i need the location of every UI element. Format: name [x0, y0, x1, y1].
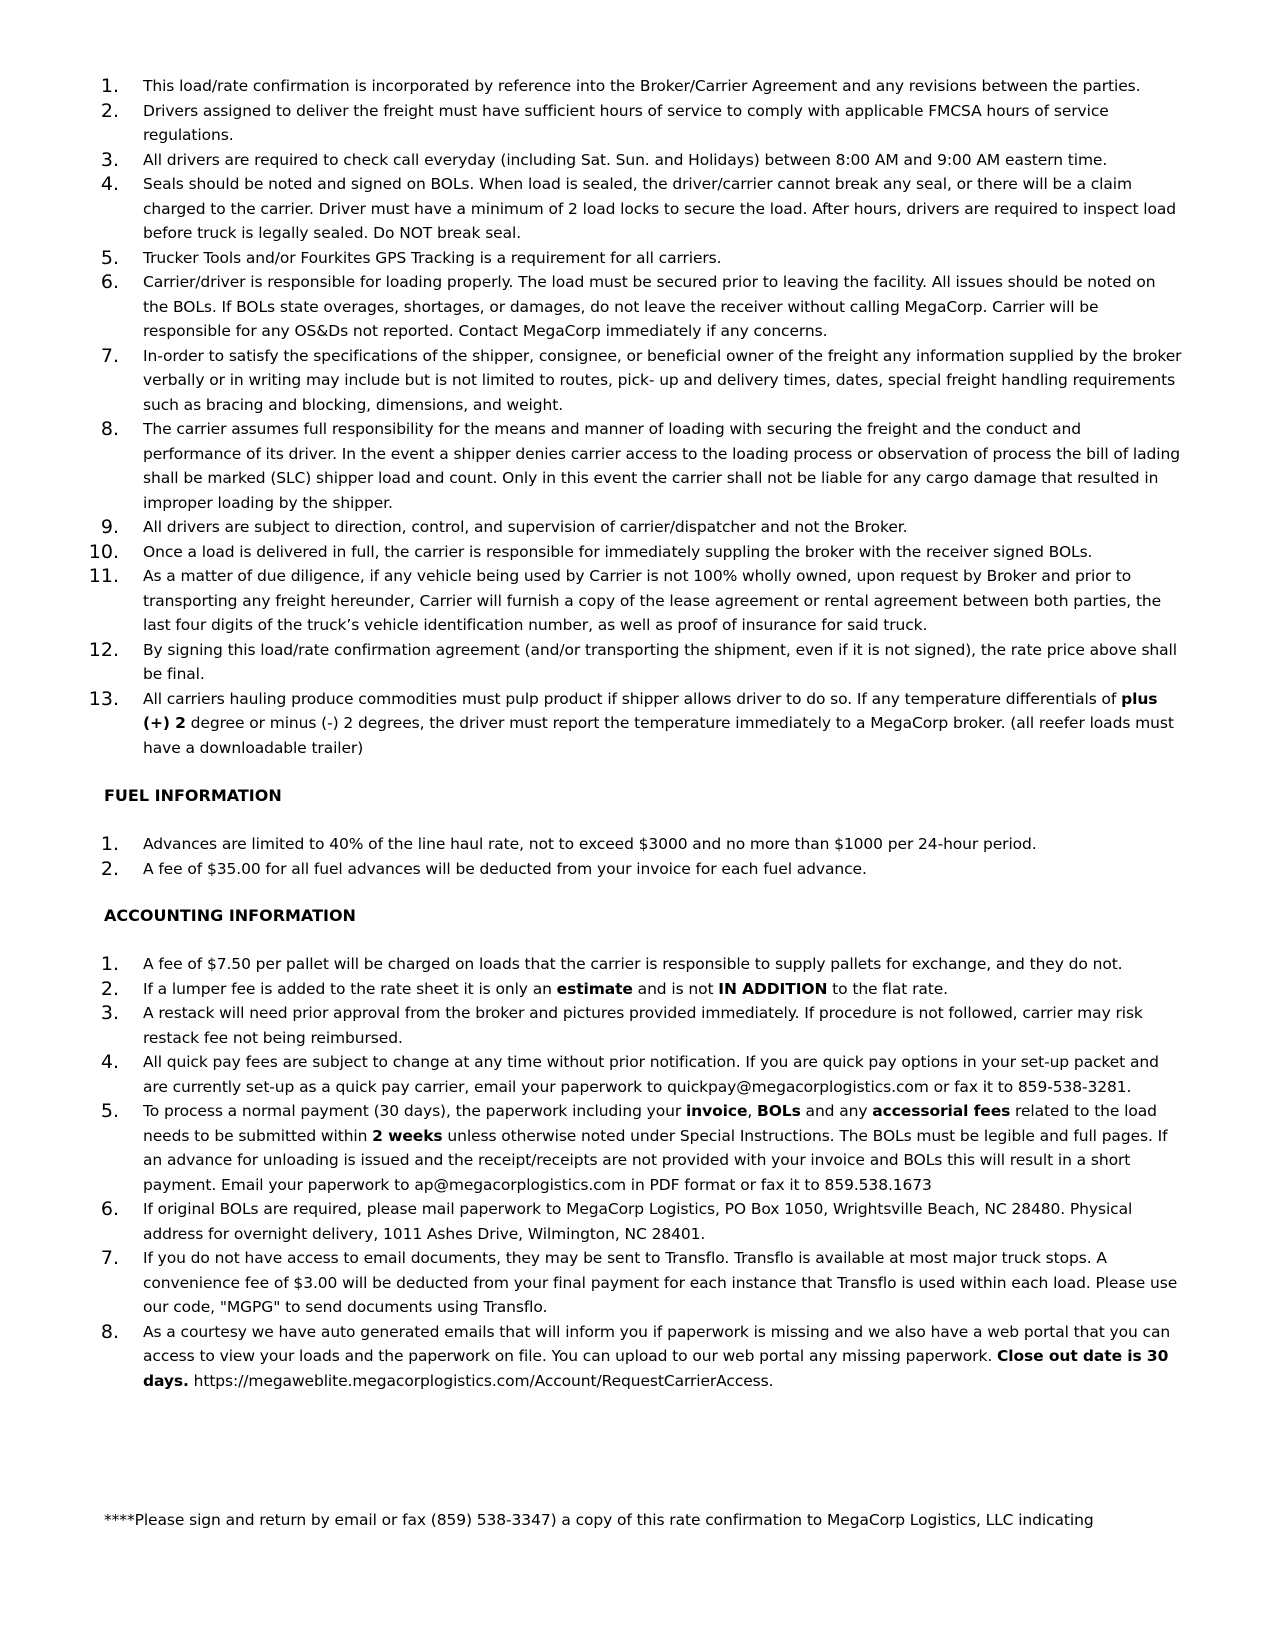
list-number: 4.: [100, 173, 119, 195]
term-item: [0, 564, 1275, 638]
emphasis-text: BOLs: [757, 1102, 801, 1120]
list-number: 3.: [100, 1002, 119, 1024]
list-text: This load/rate confirmation is incorporated by reference into the Broker/Carrier Agreement and any revisions between the parties.: [143, 77, 1141, 95]
list-number: 7.: [100, 344, 119, 367]
list-text: The carrier assumes full responsibility for the means and manner of loading with securing the freight and the conduct and performance of its driver. In the event a shipper denies carrier access to the loading process or observation of process the bill of lading shall be marked (SLC) shipper load and count. Only in this event the carrier shall not be liable for any cargo damage that resulted in improper loading by the shipper.: [143, 420, 1180, 512]
list-number: 11.: [88, 565, 119, 587]
list-number: 13.: [88, 687, 119, 710]
list-text: [143, 1320, 1183, 1394]
accounting-item: [0, 1197, 1275, 1246]
list-number: 1.: [100, 953, 119, 975]
list-text: If original BOLs are required, please mail paperwork to MegaCorp Logistics, PO Box 1050, Wrightsville Beach, NC 28480. Physical address for overnight delivery, 1011 Ashes Drive, Wilmington, NC 28401.: [143, 1200, 1133, 1243]
list-number: 1.: [100, 75, 119, 97]
term-item: [0, 417, 1275, 515]
list-text: By signing this load/rate confirmation agreement (and/or transporting the shipment, even if it is not signed), the rate price above shall be final.: [143, 640, 1177, 683]
accounting-item: [0, 1320, 1275, 1394]
list-text: Once a load is delivered in full, the carrier is responsible for immediately suppling the broker with the receiver signed BOLs.: [143, 542, 1093, 561]
list-number: 9.: [100, 516, 119, 538]
accounting-item: [0, 1099, 1275, 1197]
footer-note: ****Please sign and return by email or fax (859) 538-3347) a copy of this rate confirmation to MegaCorp Logistics, LLC indicating: [104, 1511, 1094, 1529]
list-number: 6.: [100, 271, 119, 293]
text-segment: and any: [800, 1102, 873, 1120]
list-text: Trucker Tools and/or Fourkites GPS Tracking is a requirement for all carriers.: [143, 248, 722, 267]
list-text: All drivers are required to check call everyday (including Sat. Sun. and Holidays) between 8:00 AM and 9:00 AM eastern time.: [143, 150, 1108, 169]
list-number: 5.: [100, 1100, 119, 1122]
accounting-item: [0, 977, 1275, 1002]
term-item: [0, 687, 1275, 761]
accounting-item: [0, 1246, 1275, 1320]
list-number: 4.: [100, 1051, 119, 1073]
list-number: 5.: [100, 246, 119, 269]
list-number: 2.: [100, 857, 119, 880]
list-text: A restack will need prior approval from the broker and pictures provided immediately. If procedure is not followed, carrier may risk restack fee not being reimbursed.: [143, 1004, 1143, 1047]
list-text: [143, 1099, 1183, 1197]
accounting-item: [0, 1050, 1275, 1099]
text-segment: ,: [747, 1102, 758, 1120]
list-text: A fee of $7.50 per pallet will be charged on loads that the carrier is responsible to supply pallets for exchange, and they do not.: [143, 955, 1123, 973]
list-number: 10.: [88, 540, 119, 563]
term-item: [0, 74, 1275, 99]
term-item: [0, 540, 1275, 565]
text-segment: unless otherwise noted under Special Instructions. The BOLs must be legible and full pages. If an advance for unloading is issued and the receipt/receipts are not provided with your invoice and BOLs this will result in a short payment. Email your paperwork to ap@megacorplogistics.com in PDF format or fax it to 859.538.1673: [143, 1126, 1168, 1194]
list-text: In-order to satisfy the specifications of the shipper, consignee, or beneficial owner of the freight any information supplied by the broker verbally or in writing may include but is not limited to routes, pick- up and delivery times, dates, special freight handling requirements such as bracing and blocking, dimensions, and weight.: [143, 346, 1182, 414]
list-text: Drivers assigned to deliver the freight must have sufficient hours of service to comply with applicable FMCSA hours of service regulations.: [143, 101, 1109, 144]
emphasis-text: accessorial fees: [872, 1102, 1011, 1120]
text-segment: As a courtesy we have auto generated emails that will inform you if paperwork is missing and we also have a web portal that you can access to view your loads and the paperwork on file. You can upload to our web portal any missing paperwork.: [143, 1322, 1171, 1365]
emphasis-text: invoice: [685, 1102, 748, 1120]
text-segment: and is not: [632, 979, 719, 998]
list-text: As a matter of due diligence, if any vehicle being used by Carrier is not 100% wholly owned, upon request by Broker and prior to transporting any freight hereunder, Carrier will furnish a copy of the lease agreement or rental agreement between both parties, the last four digits of the truck’s vehicle identification number, as well as proof of insurance for said truck.: [143, 567, 1162, 634]
fuel-heading: FUEL INFORMATION: [104, 786, 282, 805]
text-segment: If a lumper fee is added to the rate sheet it is only an: [143, 979, 557, 998]
list-number: 12.: [88, 638, 119, 661]
list-text: [143, 687, 1183, 761]
emphasis-text: IN ADDITION: [718, 979, 828, 998]
accounting-item: [0, 952, 1275, 977]
term-item: [0, 172, 1275, 246]
list-number: 6.: [100, 1198, 119, 1220]
emphasis-text: 2 weeks: [372, 1126, 443, 1145]
list-text: [143, 977, 1183, 1002]
list-text: All drivers are subject to direction, control, and supervision of carrier/dispatcher and not the Broker.: [143, 518, 908, 536]
term-item: [0, 515, 1275, 540]
fuel-list: [0, 832, 1275, 881]
list-text: A fee of $35.00 for all fuel advances will be deducted from your invoice for each fuel advance.: [143, 859, 867, 878]
emphasis-text: estimate: [556, 979, 633, 998]
term-item: [0, 246, 1275, 271]
text-segment: related to the load needs to be submitted within: [143, 1102, 1157, 1145]
text-segment: degree or minus (-) 2 degrees, the driver must report the temperature immediately to a MegaCorp broker. (all reefer loads must have a downloadable trailer): [143, 714, 1174, 757]
emphasis-text: Close out date is 30 days.: [143, 1347, 1169, 1390]
terms-list: [0, 74, 1275, 760]
list-number: 2.: [100, 977, 119, 1000]
list-text: All quick pay fees are subject to change at any time without prior notification. If you are quick pay options in your set-up packet and are currently set-up as a quick pay carrier, email your paperwork to quickpay@megacorplogistics.com or fax it to 859-538-3281.: [143, 1053, 1159, 1096]
list-number: 1.: [100, 833, 119, 855]
text-segment: https://megaweblite.megacorplogistics.com/Account/RequestCarrierAccess.: [188, 1371, 774, 1390]
list-number: 7.: [100, 1247, 119, 1269]
text-segment: To process a normal payment (30 days), the paperwork including your: [143, 1102, 686, 1120]
fuel-item: [0, 832, 1275, 857]
term-item: [0, 638, 1275, 687]
list-text: Carrier/driver is responsible for loading properly. The load must be secured prior to leaving the facility. All issues should be noted on the BOLs. If BOLs state overages, shortages, or damages, do not leave the receiver without calling MegaCorp. Carrier will be responsible for any OS&Ds not reported. Contact MegaCorp immediately if any concerns.: [143, 273, 1156, 340]
list-text: Advances are limited to 40% of the line haul rate, not to exceed $3000 and no more than $1000 per 24-hour period.: [143, 835, 1037, 853]
accounting-heading: ACCOUNTING INFORMATION: [104, 906, 356, 925]
list-number: 2.: [100, 99, 119, 122]
term-item: [0, 344, 1275, 418]
text-segment: to the flat rate.: [827, 979, 948, 998]
list-text: Seals should be noted and signed on BOLs. When load is sealed, the driver/carrier cannot break any seal, or there will be a claim charged to the carrier. Driver must have a minimum of 2 load locks to secure the load. After hours, drivers are required to inspect load before truck is legally sealed. Do NOT break seal.: [143, 175, 1177, 242]
emphasis-text: plus (+) 2: [143, 689, 1158, 732]
term-item: [0, 148, 1275, 173]
list-number: 8.: [100, 418, 119, 440]
accounting-list: [0, 952, 1275, 1393]
text-segment: All carriers hauling produce commodities must pulp product if shipper allows driver to do so. If any temperature differentials of: [143, 689, 1122, 708]
list-text: If you do not have access to email documents, they may be sent to Transflo. Transflo is available at most major truck stops. A convenience fee of $3.00 will be deducted from your final payment for each instance that Transflo is used within each load. Please use our code, "MGPG" to send documents using Transflo.: [143, 1249, 1178, 1316]
accounting-item: [0, 1001, 1275, 1050]
fuel-item: [0, 857, 1275, 882]
term-item: [0, 99, 1275, 148]
list-number: 3.: [100, 148, 119, 171]
term-item: [0, 270, 1275, 344]
list-number: 8.: [100, 1320, 119, 1343]
